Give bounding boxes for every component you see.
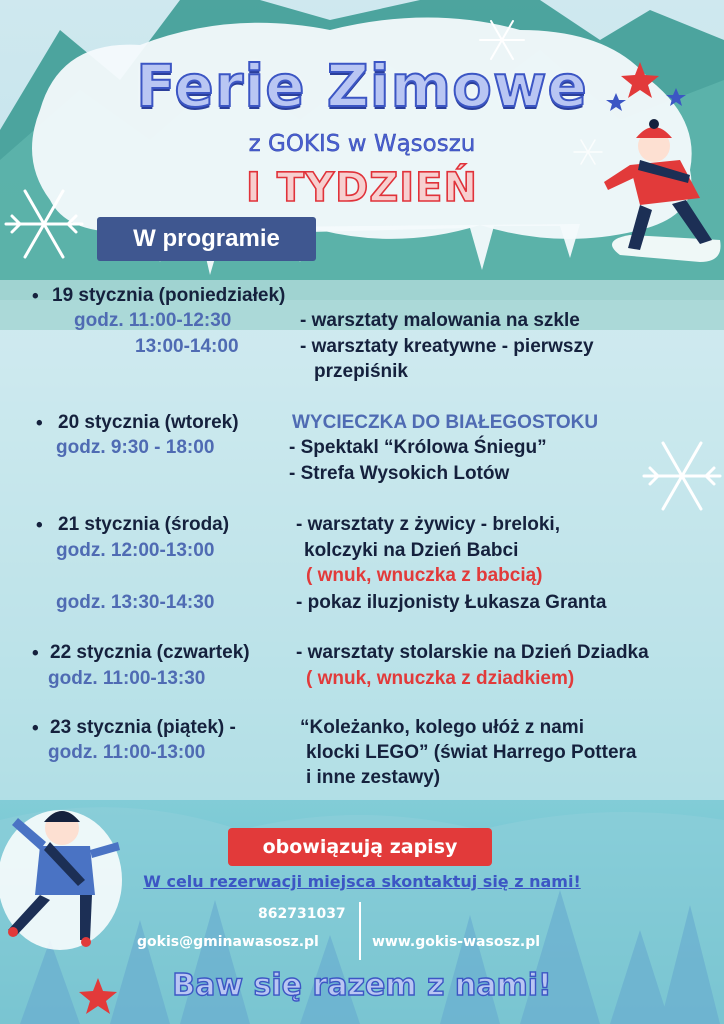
day-1-activity-1: - warsztaty malowania na szkle — [300, 310, 580, 331]
day-2-activity-2: - Strefa Wysokich Lotów — [289, 463, 510, 484]
day-3-note: ( wnuk, wnuczka z babcią) — [306, 565, 543, 586]
day-1-activity-2: - warsztaty kreatywne - pierwszy — [300, 336, 594, 357]
day-3-activity-1: - warsztaty z żywicy - breloki, — [296, 514, 560, 535]
day-3-time-1: godz. 12:00-13:00 — [56, 540, 215, 561]
bullet-day-5: • — [32, 718, 39, 739]
contact-line: W celu rezerwacji miejsca skontaktuj się z nami! — [143, 872, 581, 891]
day-4-time-1: godz. 11:00-13:30 — [48, 668, 206, 689]
day-2-time-1: godz. 9:30 - 18:00 — [56, 437, 215, 458]
phone-number[interactable]: 862731037 — [258, 906, 346, 922]
day-1-time-2: 13:00-14:00 — [135, 336, 239, 357]
signup-badge: obowiązują zapisy — [228, 828, 492, 866]
day-2-date: 20 stycznia (wtorek) — [58, 412, 239, 433]
day-4-activity-1: - warsztaty stolarskie na Dzień Dziadka — [296, 642, 649, 663]
day-2-highlight: WYCIECZKA DO BIAŁEGOSTOKU — [292, 412, 599, 433]
website-link[interactable]: www.gokis-wasosz.pl — [372, 934, 541, 950]
day-5-date: 23 stycznia (piątek) - — [50, 717, 236, 738]
program-badge: W programie — [97, 217, 316, 261]
bullet-day-2: • — [36, 413, 43, 434]
day-1-activity-2-cont: przepiśnik — [314, 361, 408, 382]
bullet-day-3: • — [36, 515, 43, 536]
day-3-activity-3: - pokaz iluzjonisty Łukasza Granta — [296, 592, 607, 613]
day-1-time-1: godz. 11:00-12:30 — [74, 310, 232, 331]
day-4-date: 22 stycznia (czwartek) — [50, 642, 250, 663]
day-1-date: 19 stycznia (poniedziałek) — [52, 285, 286, 306]
day-5-activity-2: klocki LEGO” (świat Harrego Pottera — [306, 742, 637, 763]
day-5-activity-1: “Koleżanko, kolego ułóż z nami — [300, 717, 584, 738]
day-4-note: ( wnuk, wnuczka z dziadkiem) — [306, 668, 575, 689]
day-5-time-1: godz. 11:00-13:00 — [48, 742, 206, 763]
day-3-time-2: godz. 13:30-14:30 — [56, 592, 215, 613]
footer-slogan: Baw się razem z nami! — [172, 968, 552, 1003]
email-link[interactable]: gokis@gminawasosz.pl — [137, 934, 319, 950]
bullet-day-1: • — [32, 286, 39, 307]
page-title: Ferie Zimowe — [136, 52, 588, 120]
day-2-activity-1: - Spektakl “Królowa Śniegu” — [289, 437, 547, 458]
week-heading: I TYDZIEŃ — [246, 165, 478, 211]
day-5-activity-3: i inne zestawy) — [306, 767, 441, 788]
contact-divider — [359, 902, 361, 960]
page-subtitle: z GOKIS w Wąsoszu — [248, 131, 476, 157]
day-3-activity-2: kolczyki na Dzień Babci — [304, 540, 519, 561]
bullet-day-4: • — [32, 643, 39, 664]
day-3-date: 21 stycznia (środa) — [58, 514, 230, 535]
